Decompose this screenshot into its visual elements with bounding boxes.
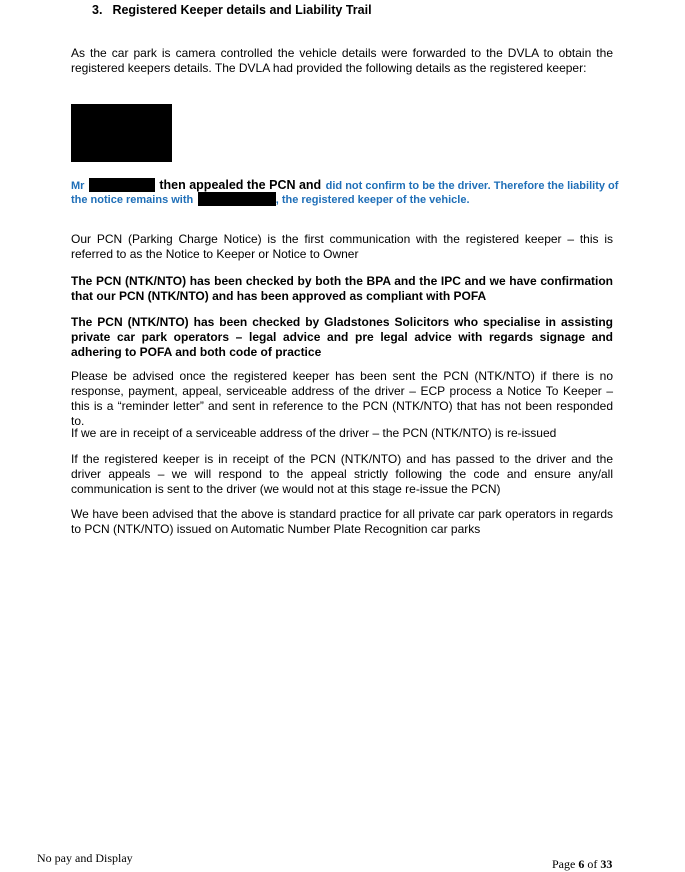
page-total: 33	[600, 857, 613, 871]
footer-site-name: No pay and Display	[37, 851, 133, 865]
appeal-line2-start: the notice remains with	[71, 194, 194, 206]
appeal-suffix: did not confirm to be the driver. Therefore the liability of	[325, 180, 619, 192]
paragraph-pcn-intro: Our PCN (Parking Charge Notice) is the first communication with the registered keeper – this is referred to as the Notice to Keeper or Notice to Owner	[71, 232, 613, 261]
paragraph-bpa-ipc: The PCN (NTK/NTO) has been checked by both the BPA and the IPC and we have confirmation that our PCN (NTK/NTO) and has been approved as compliant with POFA	[71, 274, 613, 303]
section-number: 3.	[92, 3, 103, 17]
paragraph-driver-appeal: If the registered keeper is in receipt of the PCN (NTK/NTO) and has passed to the driver and the driver appeals – we will respond to the appeal strictly following the code and ensure any/all communication is sent to the driver (we would not at this stage re-issue the PCN)	[71, 452, 613, 496]
appeal-middle: then appealed the PCN and	[159, 178, 322, 192]
intro-paragraph: As the car park is camera controlled the vehicle details were forwarded to the DVLA to obtain the registered keepers details. The DVLA had provided the following details as the registered keeper:	[71, 46, 613, 75]
section-title: Registered Keeper details and Liability Trail	[112, 3, 372, 17]
page-word: Page	[552, 857, 576, 871]
appeal-line-2	[71, 192, 613, 207]
redacted-name-1	[89, 178, 155, 192]
paragraph-ntk-process: Please be advised once the registered keeper has been sent the PCN (NTK/NTO) if there is no response, payment, appeal, serviceable address of the driver – ECP process a Notice To Keeper – this is a “reminder letter” and sent in reference to the PCN (NTK/NTO) that has not been responded to.	[71, 369, 613, 428]
appeal-prefix: Mr	[71, 180, 85, 192]
section-heading	[92, 3, 372, 17]
page-current: 6	[578, 857, 585, 871]
paragraph-gladstones: The PCN (NTK/NTO) has been checked by Gladstones Solicitors who specialise in assisting private car park operators – legal advice and pre legal advice with regards signage and adhering to POFA and both code of practice	[71, 315, 613, 359]
paragraph-standard-practice: We have been advised that the above is standard practice for all private car park operators in regards to PCN (NTK/NTO) issued on Automatic Number Plate Recognition car parks	[71, 507, 613, 536]
appeal-line-1	[71, 178, 619, 193]
redacted-address-block	[71, 104, 172, 162]
paragraph-reissue: If we are in receipt of a serviceable address of the driver – the PCN (NTK/NTO) is re-issued	[71, 426, 557, 440]
page-of: of	[587, 857, 598, 871]
appeal-line2-end: , the registered keeper of the vehicle.	[275, 194, 470, 206]
redacted-name-2	[198, 192, 276, 206]
page-number	[552, 857, 612, 872]
